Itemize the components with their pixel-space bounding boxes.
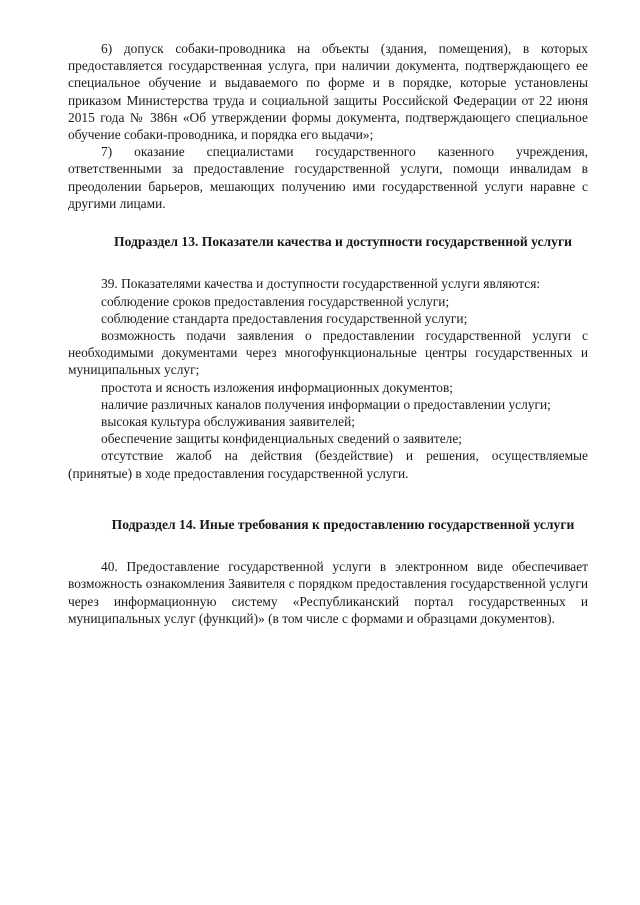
list-item: обеспечение защиты конфиденциальных сведений о заявителе; — [101, 431, 462, 447]
list-item: отсутствие жалоб на действия (бездействие) и решения, осуществляемые (принятые) в ходе предоставления государственной услуги. — [68, 448, 588, 481]
list-item: простота и ясность изложения информационных документов; — [101, 379, 454, 395]
list-item: возможность подачи заявления о предоставлении государственной услуги с необходимыми документами через многофункциональные центры государственных и муниципальных услуг; — [68, 328, 588, 378]
list-item: высокая культура обслуживания заявителей; — [101, 414, 355, 430]
subsection-13-heading: Подраздел 13. Показатели качества и доступности государственной услуги — [114, 234, 572, 250]
list-item: соблюдение сроков предоставления государственной услуги; — [101, 293, 450, 309]
subsection-14-heading: Подраздел 14. Иные требования к предоставлению государственной услуги — [111, 516, 575, 532]
list-item: наличие различных каналов получения информации о предоставлении услуги; — [101, 396, 551, 412]
document-page — [68, 40, 588, 627]
paragraph-39: 39. Показателями качества и доступности государственной услуги являются: — [101, 276, 541, 292]
paragraph-item-7: 7) оказание специалистами государственного казенного учреждения, ответственными за предоставление государственной услуги, помощи инвалидам в преодолении барьеров, мешающих получению ими государственной услуги наравне с другими лицами. — [68, 144, 588, 211]
paragraph-40: 40. Предоставление государственной услуги в электронном виде обеспечивает возможность ознакомления Заявителя с порядком предоставления государственной услуги через информационную систему «Республиканский портал государственных и муниципальных услуг (функций)» (в том числе с формами и образцами документов). — [68, 559, 588, 626]
list-item: соблюдение стандарта предоставления государственной услуги; — [101, 310, 468, 326]
paragraph-item-6: 6) допуск собаки-проводника на объекты (здания, помещения), в которых предоставляется государственная услуга, при наличии документа, подтверждающего ее специальное обучение и выдаваемого по форме и в порядке, которые установлены приказом Министерства труда и социальной защиты Российской Федерации от 22 июня 2015 года № 386н «Об утверждении формы документа, подтверждающего специальное обучение собаки-проводника, и порядка его выдачи»; — [68, 41, 588, 143]
